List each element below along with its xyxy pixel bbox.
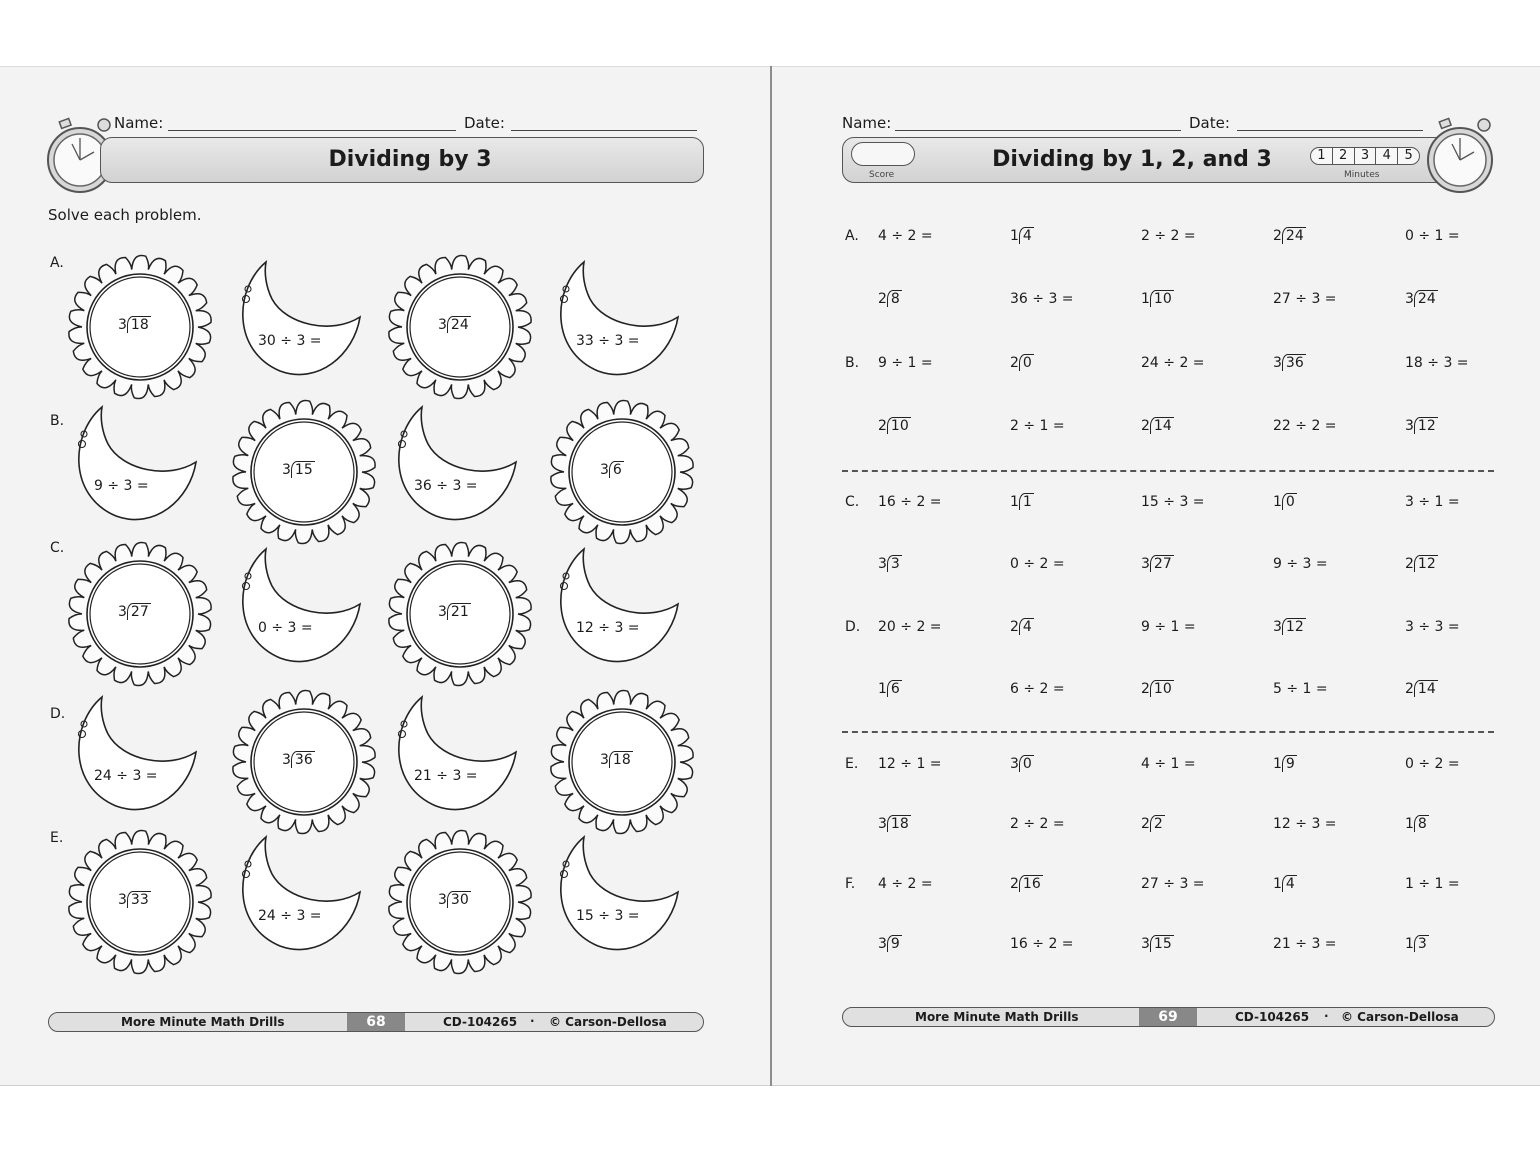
long-division-problem [1405,936,1429,952]
divisor: 2 [1010,619,1019,635]
divisor: 2 [1010,876,1019,892]
division-expression: 27 ÷ 3 = [1273,291,1337,307]
divisor: 2 [1141,681,1150,697]
dividend: 0 [1282,493,1297,510]
long-division-problem [878,681,902,697]
section-label: B. [845,355,860,371]
divisor: 1 [1273,756,1282,772]
long-division-problem [1010,355,1034,371]
division-expression: 21 ÷ 3 = [414,768,478,784]
dividend: 15 [291,461,315,478]
division-expression: 9 ÷ 3 = [1273,556,1328,572]
long-division-problem [1273,494,1297,510]
dividend: 8 [887,290,902,307]
division-expression: 4 ÷ 2 = [878,876,933,892]
divisor: 3 [600,462,609,478]
divisor: 2 [878,291,887,307]
dividend: 9 [1282,755,1297,772]
long-division-problem [1273,619,1306,635]
divisor: 3 [438,892,447,908]
section-label: E. [845,756,859,772]
date-field-right[interactable] [1237,130,1423,131]
name-label: Name: [114,114,164,132]
division-expression: 3 ÷ 1 = [1405,494,1460,510]
division-expression: 0 ÷ 2 = [1405,756,1460,772]
footer-separator: · [1324,1009,1329,1023]
division-expression: 9 ÷ 1 = [878,355,933,371]
division-problem [1405,494,1460,510]
sun-problem [118,892,151,908]
long-division-problem [1273,756,1297,772]
minutes-tracker [1310,147,1420,165]
section-divider [842,731,1494,733]
division-expression: 1 ÷ 1 = [1405,876,1460,892]
left-footer [48,1012,704,1032]
dividend: 4 [1019,618,1034,635]
divisor: 3 [1273,355,1282,371]
long-division-problem [1141,418,1174,434]
dividend: 4 [1019,227,1034,244]
right-worksheet-page [772,66,1540,1086]
division-expression: 9 ÷ 3 = [94,478,149,494]
division-problem [1273,816,1337,832]
division-expression: 0 ÷ 1 = [1405,228,1460,244]
division-problem [1141,494,1205,510]
division-problem [878,494,942,510]
division-problem [1141,619,1196,635]
divisor: 1 [1010,494,1019,510]
division-problem [1273,291,1337,307]
dividend: 27 [1150,555,1174,572]
divisor: 2 [1141,816,1150,832]
dividend: 36 [1282,354,1306,371]
long-division-problem [878,816,911,832]
date-field[interactable] [511,130,697,131]
division-problem [878,619,942,635]
division-problem [878,228,933,244]
moon-icon [554,259,684,383]
division-expression: 0 ÷ 3 = [258,620,313,636]
division-problem [1405,355,1469,371]
divisor: 3 [1010,756,1019,772]
dividend: 18 [609,751,633,768]
section-label: F. [845,876,856,892]
footer-copyright: © Carson-Dellosa [1341,1010,1459,1024]
division-problem [1010,936,1074,952]
row-label: D. [50,706,66,722]
minute-5[interactable]: 5 [1397,148,1419,164]
footer-separator: · [530,1014,535,1028]
footer-copyright: © Carson-Dellosa [549,1015,667,1029]
moon-problem [576,333,640,349]
division-problem [1141,876,1205,892]
dividend: 24 [1414,290,1438,307]
division-expression: 27 ÷ 3 = [1141,876,1205,892]
division-expression: 9 ÷ 1 = [1141,619,1196,635]
moon-icon [72,404,202,528]
sun-problem [282,462,315,478]
division-problem [1405,876,1460,892]
dividend: 10 [1150,680,1174,697]
long-division-problem [878,418,911,434]
long-division-problem [1405,816,1429,832]
division-expression: 36 ÷ 3 = [1010,291,1074,307]
moon-problem [258,620,313,636]
dividend: 12 [1282,618,1306,635]
division-expression: 15 ÷ 3 = [1141,494,1205,510]
dividend: 16 [1019,875,1043,892]
dividend: 15 [1150,935,1174,952]
dividend: 24 [447,316,471,333]
page-title-right: Dividing by 1, 2, and 3 [992,147,1272,172]
section-label: C. [845,494,860,510]
instructions: Solve each problem. [48,206,202,224]
divisor: 3 [438,317,447,333]
division-problem [1010,418,1065,434]
divisor: 3 [282,752,291,768]
dividend: 12 [1414,417,1438,434]
division-expression: 6 ÷ 2 = [1010,681,1065,697]
divisor: 2 [1405,556,1414,572]
division-expression: 33 ÷ 3 = [576,333,640,349]
division-expression: 36 ÷ 3 = [414,478,478,494]
name-field-right[interactable] [895,130,1181,131]
divisor: 3 [438,604,447,620]
footer-page-number: 68 [347,1013,405,1031]
score-label: Score [869,170,895,180]
stopwatch-icon-right [1424,114,1500,196]
section-label: A. [845,228,859,244]
row-label: C. [50,540,65,556]
moon-icon [392,694,522,818]
division-expression: 0 ÷ 2 = [1010,556,1065,572]
dividend: 10 [1150,290,1174,307]
dividend: 21 [447,603,471,620]
minute-2[interactable]: 2 [1332,148,1354,164]
dividend: 14 [1414,680,1438,697]
sun-problem [118,317,151,333]
divisor: 3 [600,752,609,768]
divisor: 3 [118,892,127,908]
date-label-right: Date: [1189,114,1230,132]
dividend: 33 [127,891,151,908]
footer-product-code: CD-104265 [443,1015,518,1029]
footer-book-title: More Minute Math Drills [121,1015,285,1029]
divisor: 3 [1405,291,1414,307]
division-expression: 21 ÷ 3 = [1273,936,1337,952]
division-expression: 30 ÷ 3 = [258,333,322,349]
division-expression: 15 ÷ 3 = [576,908,640,924]
dividend: 3 [887,555,902,572]
moon-problem [414,768,478,784]
division-expression: 3 ÷ 3 = [1405,619,1460,635]
minute-1[interactable]: 1 [1317,148,1326,163]
long-division-problem [1141,936,1174,952]
score-box[interactable] [851,142,915,166]
division-expression: 5 ÷ 1 = [1273,681,1328,697]
divisor: 3 [878,556,887,572]
moon-problem [94,768,158,784]
division-expression: 24 ÷ 3 = [258,908,322,924]
dividend: 27 [127,603,151,620]
long-division-problem [1010,756,1034,772]
long-division-problem [1405,556,1438,572]
divisor: 3 [118,317,127,333]
long-division-problem [1273,228,1306,244]
dividend: 24 [1282,227,1306,244]
divisor: 3 [118,604,127,620]
long-division-problem [1141,816,1165,832]
division-expression: 2 ÷ 2 = [1141,228,1196,244]
footer-product-code: CD-104265 [1235,1010,1310,1024]
right-footer [842,1007,1495,1027]
division-expression: 16 ÷ 2 = [878,494,942,510]
division-problem [1010,556,1065,572]
row-label: B. [50,413,65,429]
division-expression: 20 ÷ 2 = [878,619,942,635]
divisor: 2 [1010,355,1019,371]
long-division-problem [1141,681,1174,697]
dividend: 18 [127,316,151,333]
division-problem [1273,681,1328,697]
divisor: 1 [1405,936,1414,952]
division-expression: 22 ÷ 2 = [1273,418,1337,434]
dividend: 3 [1414,935,1429,952]
divisor: 1 [1405,816,1414,832]
divisor: 1 [1273,494,1282,510]
sun-problem [438,317,471,333]
division-problem [878,355,933,371]
division-expression: 2 ÷ 1 = [1010,418,1065,434]
dividend: 18 [887,815,911,832]
divisor: 3 [1141,936,1150,952]
dividend: 36 [291,751,315,768]
division-expression: 2 ÷ 2 = [1010,816,1065,832]
sun-problem [600,462,624,478]
divisor: 3 [1141,556,1150,572]
division-problem [1010,291,1074,307]
row-label: A. [50,255,64,271]
dividend: 2 [1150,815,1165,832]
division-expression: 12 ÷ 3 = [576,620,640,636]
division-problem [1010,681,1065,697]
divisor: 2 [1141,418,1150,434]
moon-problem [576,620,640,636]
divisor: 1 [1273,876,1282,892]
dividend: 8 [1414,815,1429,832]
moon-icon [236,834,366,958]
moon-icon [236,259,366,383]
dividend: 10 [887,417,911,434]
long-division-problem [1010,228,1034,244]
division-expression: 24 ÷ 3 = [94,768,158,784]
dividend: 6 [609,461,624,478]
divisor: 3 [878,816,887,832]
dividend: 12 [1414,555,1438,572]
minute-4[interactable]: 4 [1375,148,1397,164]
divisor: 2 [1273,228,1282,244]
long-division-problem [1010,494,1034,510]
long-division-problem [1405,681,1438,697]
division-problem [878,756,942,772]
minute-3[interactable]: 3 [1354,148,1376,164]
dividend: 0 [1019,354,1034,371]
sun-problem [600,752,633,768]
long-division-problem [878,936,902,952]
division-problem [1405,228,1460,244]
moon-problem [258,908,322,924]
division-problem [1141,355,1205,371]
division-problem [1273,936,1337,952]
division-problem [878,876,933,892]
dividend: 14 [1150,417,1174,434]
moon-problem [414,478,478,494]
moon-problem [576,908,640,924]
sun-problem [438,892,471,908]
divisor: 1 [1010,228,1019,244]
division-expression: 16 ÷ 2 = [1010,936,1074,952]
dividend: 0 [1019,755,1034,772]
sun-problem [438,604,471,620]
row-label: E. [50,830,64,846]
division-expression: 24 ÷ 2 = [1141,355,1205,371]
divisor: 3 [1405,418,1414,434]
division-expression: 18 ÷ 3 = [1405,355,1469,371]
page-title: Dividing by 3 [328,147,492,172]
moon-problem [258,333,322,349]
divisor: 3 [282,462,291,478]
division-expression: 12 ÷ 3 = [1273,816,1337,832]
moon-icon [392,404,522,528]
divisor: 1 [1141,291,1150,307]
section-divider [842,470,1494,472]
division-expression: 12 ÷ 1 = [878,756,942,772]
long-division-problem [878,291,902,307]
divisor: 2 [1405,681,1414,697]
dividend: 1 [1019,493,1034,510]
footer-page-number: 69 [1139,1008,1197,1026]
long-division-problem [1010,876,1043,892]
dividend: 6 [887,680,902,697]
moon-icon [72,694,202,818]
long-division-problem [1273,876,1297,892]
division-expression: 4 ÷ 1 = [1141,756,1196,772]
long-division-problem [1405,418,1438,434]
division-expression: 4 ÷ 2 = [878,228,933,244]
division-problem [1273,418,1337,434]
divisor: 1 [878,681,887,697]
division-problem [1141,228,1196,244]
section-label: D. [845,619,861,635]
long-division-problem [1141,556,1174,572]
division-problem [1405,619,1460,635]
long-division-problem [1010,619,1034,635]
divisor: 3 [878,936,887,952]
sun-problem [118,604,151,620]
footer-book-title: More Minute Math Drills [915,1010,1079,1024]
date-label: Date: [464,114,505,132]
division-problem [1141,756,1196,772]
sun-problem [282,752,315,768]
division-problem [1405,756,1460,772]
moon-problem [94,478,149,494]
name-field[interactable] [168,130,456,131]
long-division-problem [878,556,902,572]
long-division-problem [1141,291,1174,307]
moon-icon [236,546,366,670]
division-problem [1010,816,1065,832]
minutes-label: Minutes [1344,170,1380,180]
divisor: 3 [1273,619,1282,635]
name-label-right: Name: [842,114,892,132]
divisor: 2 [878,418,887,434]
dividend: 9 [887,935,902,952]
long-division-problem [1405,291,1438,307]
division-problem [1273,556,1328,572]
moon-icon [554,546,684,670]
moon-icon [554,834,684,958]
long-division-problem [1273,355,1306,371]
dividend: 30 [447,891,471,908]
dividend: 4 [1282,875,1297,892]
